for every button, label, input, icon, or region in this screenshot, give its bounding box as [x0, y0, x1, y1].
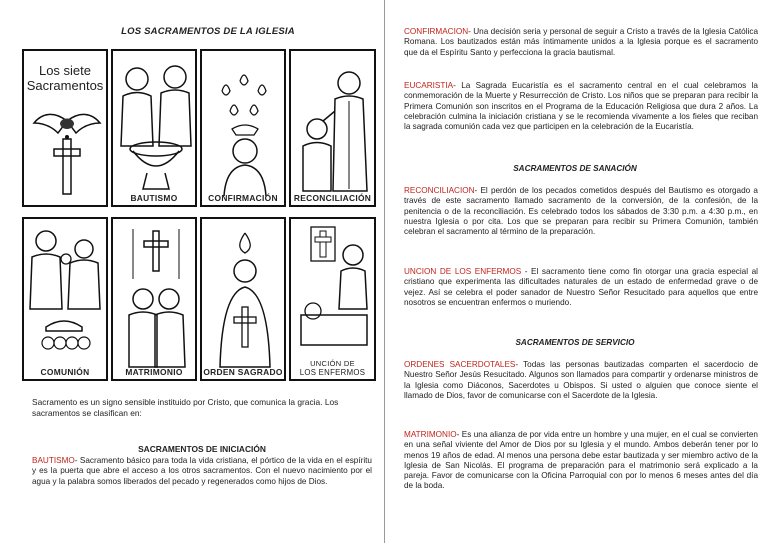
text-ordenes: - Todas las personas bautizadas comparten el sacerdocio de Nuestro Señor Jesús Resucitado. Algunos son llamados para compartir y ordenarse ministros de la Iglesia como Diáconos, Sacerdotes u Obispos. Si usted o alguien que conoce siente el llamado de Dios, favor de comunicarse con el Sacerdote de la Iglesia.: [404, 360, 758, 400]
reconciliacion-illustration: [291, 51, 376, 207]
paragraph-matrimonio: [404, 430, 758, 492]
paragraph-bautismo: [32, 456, 372, 487]
caption-uncion-line2: LOS ENFERMOS: [299, 368, 366, 377]
bautismo-illustration: [113, 51, 197, 207]
matrimonio-illustration: [113, 219, 197, 381]
text-bautismo: - Sacramento básico para toda la vida cristiana, el pórtico de la vida en el espíritu y es la puerta que abre el acceso a los otros sacramentos. Con el nuevo nacimiento por el agua y la palabra somos liberados del pecado y regenerados como hijos de Dios.: [32, 456, 372, 486]
panel-matrimonio: [111, 217, 197, 381]
keyword-bautismo: BAUTISMO: [32, 456, 75, 465]
caption-uncion-line1: UNCIÓN DE: [310, 359, 355, 368]
keyword-eucaristia: EUCARISTIA: [404, 81, 454, 90]
paragraph-reconciliacion: [404, 186, 758, 237]
panel-uncion-enfermos: [289, 217, 376, 381]
orden-sagrado-illustration: [202, 219, 286, 381]
page-title: LOS SACRAMENTOS DE LA IGLESIA: [121, 26, 295, 37]
keyword-ordenes: ORDENES SACERDOTALES: [404, 360, 516, 369]
panel-confirmacion: [200, 49, 286, 207]
heading-servicio: SACRAMENTOS DE SERVICIO: [515, 338, 635, 347]
caption-bautismo: BAUTISMO: [130, 193, 178, 203]
intro-text: Sacramento es un signo sensible instituido por Cristo, que comunica la gracia. Los sacramentos se clasifican en:: [32, 397, 339, 418]
panel-orden-sagrado: [200, 217, 286, 381]
keyword-matrimonio: MATRIMONIO: [404, 430, 457, 439]
text-matrimonio: - Es una alianza de por vida entre un hombre y una mujer, en el cual se convierten en una señal viviente del Amor de Dios por su Iglesia y el mundo. Ambos deberán tener por lo menos 19 años de edad. Al menos una persona debe estar bautizada y ser miembro activo de la Iglesia de San Nicolás. El programa de preparación para el matrimonio será explicado a la pareja. Favor de comunicarse con la Oficina Parroquial con por lo menos 6 meses antes del día de la boda.: [404, 430, 758, 491]
keyword-reconciliacion: RECONCILIACION: [404, 186, 475, 195]
sacraments-illustration-grid: [22, 49, 376, 381]
comunion-illustration: [24, 219, 108, 381]
panel-siete-sacramentos: [22, 49, 108, 207]
heading-iniciacion: SACRAMENTOS DE INICIACIÓN: [138, 444, 266, 454]
heading-sanacion: SACRAMENTOS DE SANACIÓN: [513, 164, 637, 173]
dove-cross-icon: [24, 51, 108, 207]
paragraph-eucaristia: [404, 81, 758, 132]
text-reconciliacion: - El perdón de los pecados cometidos después del Bautismo es otorgado a través de este sacramento llamado sacramento de la conversión, de la confesión, de la penitencia o de la reconciliación. Es celebrado todos los sábados de 3:30 p.m. a 4:30 p.m., en nuestra Iglesia o por cita. Los que se preparan para recibir su Primera Comunión, también celebran el sacramento al término de la preparación.: [404, 186, 758, 237]
panel-bautismo: [111, 49, 197, 207]
caption-confirmacion: CONFIRMACIÓN: [208, 193, 278, 203]
text-uncion: - El sacramento tiene como fin otorgar una gracia especial al cristiano que experimenta las dificultades naturales de un estado de enfermedad grave o de vejez. Así se celebra el poder sanador de Nuestro Señor Resucitado para aquellos que entre nosotros se encuentran enfermos o muriendo.: [404, 267, 758, 307]
keyword-uncion: UNCION DE LOS ENFERMOS: [404, 267, 522, 276]
paragraph-ordenes: [404, 360, 758, 401]
keyword-confirmacion: CONFIRMACION: [404, 27, 469, 36]
column-divider: [384, 0, 385, 543]
confirmacion-illustration: [202, 51, 286, 207]
text-eucaristia: - La Sagrada Eucaristía es el sacramento central en el cual celebramos la conmemoración de la Muerte y Resurrección de Cristo. Los niños que se preparan para recibir la Primera Comunión son inscritos en el Programa de la Educación Religiosa que dura 2 años. La celebración culmina la iniciación cristiana y se le recomienda vivamente a los fieles que reciban la sagrada comunión cada vez que participen en la celebración de la Eucaristía.: [404, 81, 758, 132]
text-confirmacion: - Una decisión seria y personal de seguir a Cristo a través de la Iglesia Católica Romana. Los bautizados están más íntimamente unidos a la Iglesia porque es el sacramento que da el Espíritu Santo y perfecciona la gracia bautismal.: [404, 27, 758, 57]
caption-matrimonio: MATRIMONIO: [125, 367, 183, 377]
uncion-enfermos-illustration: [291, 219, 376, 381]
paragraph-uncion: [404, 267, 758, 308]
panel-reconciliacion: [289, 49, 376, 207]
caption-reconciliacion: RECONCILIACIÓN: [293, 193, 372, 203]
panel-comunion: [22, 217, 108, 381]
caption-comunion: COMUNIÓN: [40, 367, 90, 377]
caption-uncion-enfermos: [291, 359, 374, 377]
paragraph-confirmacion: [404, 27, 758, 58]
panel-title: Los siete Sacramentos: [26, 63, 104, 93]
caption-orden-sagrado: ORDEN SAGRADO: [203, 367, 283, 377]
